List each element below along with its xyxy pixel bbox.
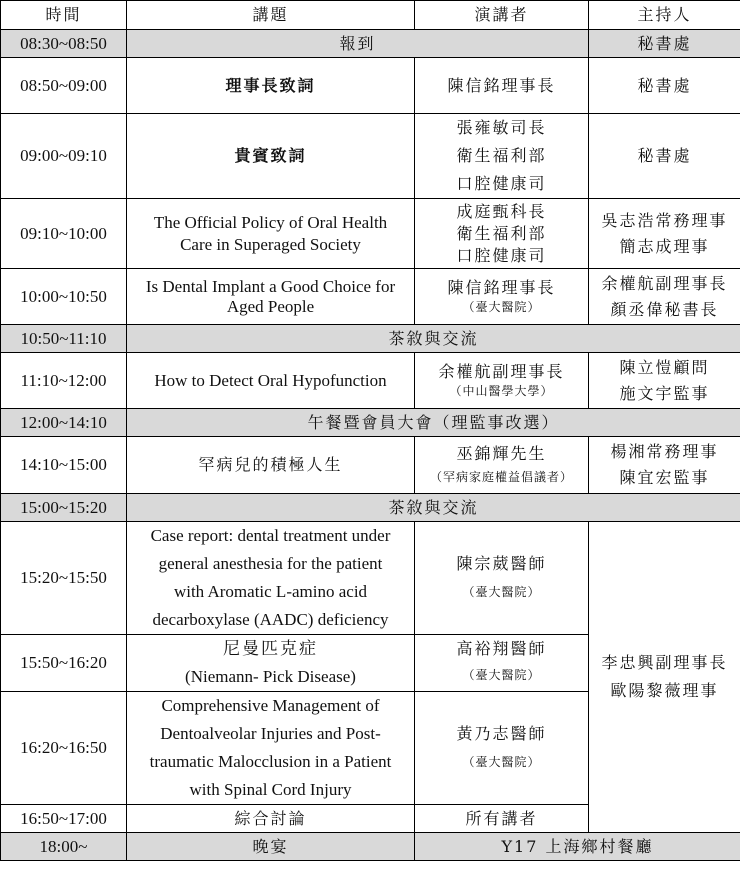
time-cell: 10:50~11:10 [1, 325, 127, 353]
topic-line: 尼曼匹克症 [223, 639, 318, 658]
table-row [1, 833, 740, 861]
topic-line: general anesthesia for the patient [158, 554, 383, 573]
speaker-cell [415, 269, 589, 325]
speaker-line: 陳宗葳醫師 [456, 554, 547, 573]
host-cell: 秘書處 [589, 114, 740, 199]
table-row [1, 114, 740, 199]
speaker-org: （臺大醫院） [462, 755, 541, 769]
speaker-org: （臺大醫院） [462, 585, 541, 599]
host-cell [589, 199, 740, 269]
host-line: 余權航副理事長 [601, 273, 728, 293]
table-row [1, 409, 740, 437]
break-cell: 茶敘與交流 [127, 325, 740, 353]
host-line: 李忠興副理事長 [601, 653, 728, 672]
time-cell: 12:00~14:10 [1, 409, 127, 437]
table-row [1, 353, 740, 409]
header-host: 主持人 [589, 1, 740, 30]
header-time: 時間 [1, 1, 127, 30]
speaker-org: （臺大醫院） [462, 668, 541, 682]
host-line: 陳立愷顧問 [619, 357, 710, 377]
host-cell [589, 269, 740, 325]
time-cell: 09:00~09:10 [1, 114, 127, 199]
topic-cell: How to Detect Oral Hypofunction [127, 353, 415, 409]
topic-cell: 貴賓致詞 [127, 114, 415, 199]
table-row [1, 494, 740, 522]
table-row [1, 30, 740, 58]
speaker-line: 成庭甄科長 [456, 201, 547, 221]
time-cell: 14:10~15:00 [1, 437, 127, 494]
header-topic: 講題 [127, 1, 415, 30]
time-cell: 15:50~16:20 [1, 635, 127, 692]
break-cell: 午餐暨會員大會（理監事改選） [127, 409, 740, 437]
host-line: 歐陽黎薇理事 [610, 681, 719, 700]
speaker-cell [415, 199, 589, 269]
header-row [1, 1, 740, 30]
break-cell: 茶敘與交流 [127, 494, 740, 522]
speaker-line: 口腔健康司 [456, 245, 547, 265]
speaker-line: 口腔健康司 [456, 174, 547, 193]
topic-cell: 罕病兒的積極人生 [127, 437, 415, 494]
topic-cell [127, 635, 415, 692]
speaker-cell [415, 692, 589, 805]
topic-cell [127, 522, 415, 635]
host-line: 顏丞偉秘書長 [610, 299, 719, 319]
table-row [1, 437, 740, 494]
host-cell [589, 353, 740, 409]
table-row [1, 325, 740, 353]
speaker-org: （中山醫學大學） [449, 383, 554, 398]
topic-line: decarboxylase (AADC) deficiency [152, 610, 389, 629]
speaker-cell [415, 437, 589, 494]
host-line: 施文宇監事 [619, 383, 710, 403]
host-cell: 秘書處 [589, 58, 740, 114]
time-cell: 08:30~08:50 [1, 30, 127, 58]
speaker-cell: 陳信銘理事長 [415, 58, 589, 114]
time-cell: 08:50~09:00 [1, 58, 127, 114]
host-line: 楊湘常務理事 [610, 442, 719, 461]
speaker-cell [415, 353, 589, 409]
speaker-cell [415, 635, 589, 692]
speaker-line: 陳信銘理事長 [447, 277, 556, 297]
topic-line: Aged People [226, 296, 315, 316]
topic-line: (Niemann- Pick Disease) [185, 667, 356, 686]
speaker-line: 高裕翔醫師 [456, 639, 547, 658]
time-cell: 11:10~12:00 [1, 353, 127, 409]
venue-cell: Y17 上海鄉村餐廳 [415, 833, 740, 861]
topic-line: Comprehensive Management of [161, 696, 380, 715]
host-cell [589, 437, 740, 494]
table-row [1, 269, 740, 325]
time-cell: 15:00~15:20 [1, 494, 127, 522]
topic-cell: 晚宴 [127, 833, 415, 861]
speaker-line: 衛生福利部 [456, 146, 547, 165]
host-line: 陳宜宏監事 [619, 468, 710, 487]
speaker-cell [415, 522, 589, 635]
time-cell: 16:20~16:50 [1, 692, 127, 805]
topic-line: with Spinal Cord Injury [189, 780, 352, 799]
speaker-org: （臺大醫院） [462, 299, 541, 314]
host-cell [589, 522, 740, 833]
topic-cell [127, 692, 415, 805]
topic-line: with Aromatic L-amino acid [173, 582, 368, 601]
time-cell: 16:50~17:00 [1, 805, 127, 833]
topic-cell: 綜合討論 [127, 805, 415, 833]
topic-line: Care in Superaged Society [180, 234, 361, 254]
table-row [1, 199, 740, 269]
speaker-line: 余權航副理事長 [438, 361, 565, 381]
speaker-line: 黃乃志醫師 [456, 724, 547, 743]
topic-cell: 報到 [127, 30, 589, 58]
topic-line: Dentoalveolar Injuries and Post- [160, 724, 381, 743]
topic-cell [127, 199, 415, 269]
topic-line: The Official Policy of Oral Health [153, 212, 388, 232]
topic-cell: 理事長致詞 [127, 58, 415, 114]
topic-line: Case report: dental treatment under [150, 526, 391, 545]
host-line: 簡志成理事 [619, 236, 710, 256]
table-row [1, 58, 740, 114]
time-cell: 18:00~ [1, 833, 127, 861]
speaker-cell [415, 114, 589, 199]
speaker-line: 巫錦輝先生 [456, 444, 547, 463]
speaker-org: （罕病家庭權益倡議者） [429, 470, 573, 484]
speaker-cell: 所有講者 [415, 805, 589, 833]
speaker-line: 張雍敏司長 [456, 118, 547, 137]
time-cell: 09:10~10:00 [1, 199, 127, 269]
host-line: 吳志浩常務理事 [601, 210, 728, 230]
topic-cell [127, 269, 415, 325]
topic-line: Is Dental Implant a Good Choice for [145, 276, 396, 296]
host-cell: 秘書處 [589, 30, 740, 58]
speaker-line: 衛生福利部 [456, 223, 547, 243]
header-speaker: 演講者 [415, 1, 589, 30]
time-cell: 15:20~15:50 [1, 522, 127, 635]
topic-line: traumatic Malocclusion in a Patient [149, 752, 392, 771]
time-cell: 10:00~10:50 [1, 269, 127, 325]
table-row [1, 522, 740, 635]
